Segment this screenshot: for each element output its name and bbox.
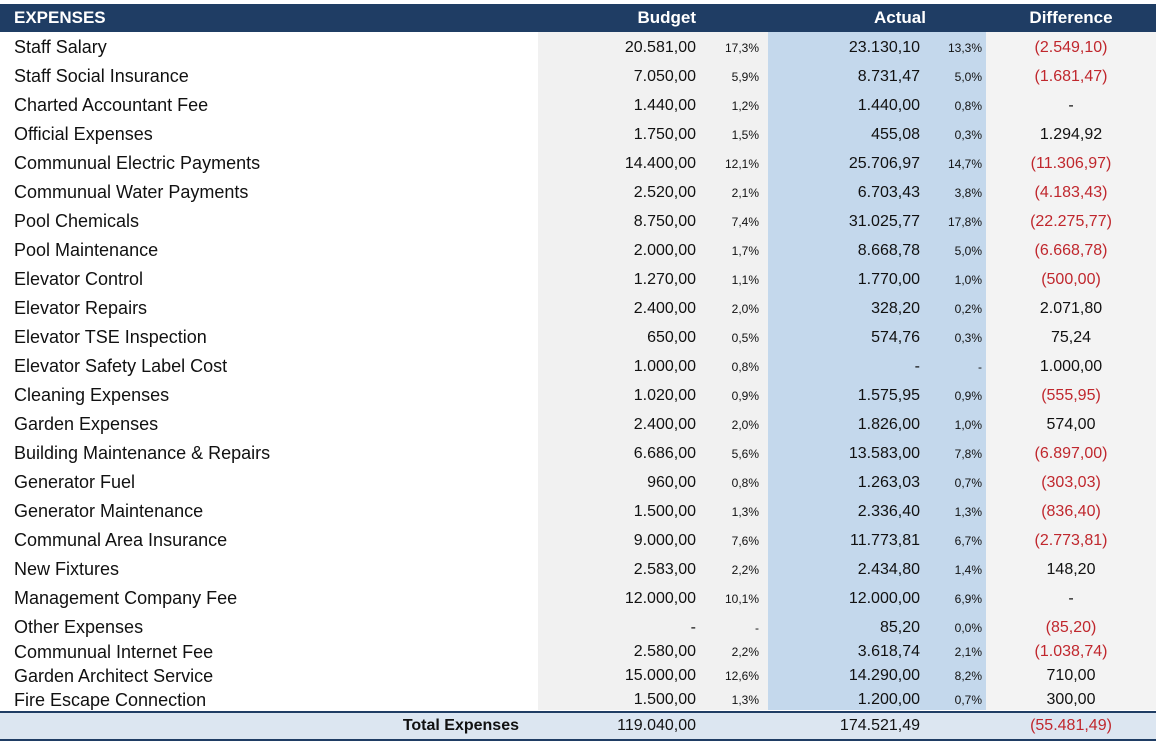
budget-percent: 2,2% bbox=[731, 645, 759, 659]
table-row bbox=[0, 323, 1156, 352]
difference-value: (303,03) bbox=[1041, 473, 1101, 491]
budget-percent: 12,1% bbox=[724, 156, 759, 171]
actual-value: - bbox=[914, 357, 920, 375]
expense-label: New Fixtures bbox=[14, 559, 120, 579]
actual-value: 2.434,80 bbox=[857, 560, 920, 578]
difference-value: (6.897,00) bbox=[1034, 444, 1108, 462]
table-row bbox=[0, 207, 1156, 236]
actual-percent: 2,1% bbox=[954, 645, 982, 659]
actual-value: 12.000,00 bbox=[848, 589, 920, 607]
table-header bbox=[0, 4, 1156, 32]
table-row bbox=[0, 265, 1156, 294]
header-actual: Actual bbox=[874, 8, 926, 27]
budget-percent: 5,6% bbox=[731, 446, 759, 461]
budget-percent: 1,1% bbox=[731, 272, 759, 287]
budget-value: 7.050,00 bbox=[633, 67, 696, 85]
expense-label: Pool Chemicals bbox=[14, 211, 140, 231]
budget-percent: 17,3% bbox=[724, 40, 759, 55]
expense-label: Communual Internet Fee bbox=[14, 641, 214, 662]
actual-value: 1.263,03 bbox=[857, 473, 920, 491]
table-row bbox=[0, 439, 1156, 468]
expense-label: Pool Maintenance bbox=[14, 240, 159, 260]
budget-percent: 2,2% bbox=[731, 562, 759, 577]
budget-percent: 0,8% bbox=[731, 475, 759, 490]
budget-value: 2.583,00 bbox=[633, 560, 696, 578]
actual-percent: 0,9% bbox=[954, 388, 982, 403]
budget-value: 1.440,00 bbox=[633, 96, 696, 114]
difference-value: (22.275,77) bbox=[1030, 212, 1112, 230]
difference-value: 574,00 bbox=[1046, 415, 1096, 433]
actual-percent: 1,0% bbox=[954, 417, 982, 432]
expense-label: Communual Water Payments bbox=[14, 182, 249, 202]
table-row bbox=[0, 613, 1156, 642]
actual-percent: 17,8% bbox=[947, 214, 982, 229]
total-budget: 119.040,00 bbox=[617, 717, 696, 734]
actual-percent: 0,7% bbox=[954, 693, 982, 707]
budget-value: 20.581,00 bbox=[624, 38, 696, 56]
total-difference: (55.481,49) bbox=[1030, 717, 1112, 734]
actual-percent: 0,7% bbox=[954, 475, 982, 490]
actual-value: 23.130,10 bbox=[848, 38, 920, 56]
difference-value: (2.773,81) bbox=[1034, 531, 1108, 549]
difference-value: 1.000,00 bbox=[1039, 357, 1103, 375]
table-row bbox=[0, 149, 1156, 178]
difference-value: (6.668,78) bbox=[1034, 241, 1108, 259]
expense-label: Garden Architect Service bbox=[14, 665, 214, 686]
actual-percent: 0,0% bbox=[954, 620, 982, 635]
table-row bbox=[0, 497, 1156, 526]
table-row bbox=[0, 178, 1156, 207]
table-row bbox=[0, 33, 1156, 62]
budget-value: 12.000,00 bbox=[624, 589, 696, 607]
budget-value: 2.400,00 bbox=[633, 415, 696, 433]
difference-value: (4.183,43) bbox=[1034, 183, 1108, 201]
difference-value: (836,40) bbox=[1041, 502, 1101, 520]
budget-percent: 0,9% bbox=[731, 388, 759, 403]
budget-value: 1.000,00 bbox=[633, 357, 696, 375]
actual-value: 14.290,00 bbox=[848, 667, 920, 684]
actual-percent: 0,3% bbox=[954, 127, 982, 142]
actual-percent: 6,7% bbox=[954, 533, 982, 548]
budget-percent: 5,9% bbox=[731, 69, 759, 84]
expense-label: Garden Expenses bbox=[14, 414, 159, 434]
budget-percent: 1,2% bbox=[731, 98, 759, 113]
budget-value: 1.500,00 bbox=[633, 691, 696, 708]
budget-value: 8.750,00 bbox=[633, 212, 696, 230]
actual-percent: 3,8% bbox=[954, 185, 982, 200]
table-row bbox=[0, 91, 1156, 120]
actual-percent: 0,8% bbox=[954, 98, 982, 113]
difference-value: 75,24 bbox=[1050, 328, 1092, 346]
actual-value: 1.200,00 bbox=[857, 691, 920, 708]
table-row bbox=[0, 236, 1156, 265]
actual-percent: 5,0% bbox=[954, 69, 982, 84]
actual-value: 1.826,00 bbox=[857, 415, 920, 433]
total-label: Total Expenses bbox=[402, 717, 519, 734]
actual-value: 8.731,47 bbox=[857, 67, 920, 85]
budget-value: 2.580,00 bbox=[633, 643, 696, 660]
budget-percent: 1,7% bbox=[731, 243, 759, 258]
expense-label: Building Maintenance & Repairs bbox=[14, 443, 271, 463]
table-row bbox=[0, 410, 1156, 439]
difference-value: (11.306,97) bbox=[1030, 154, 1112, 172]
budget-value: 2.520,00 bbox=[633, 183, 696, 201]
expense-label: Staff Social Insurance bbox=[14, 66, 189, 86]
expense-label: Staff Salary bbox=[14, 37, 107, 57]
expense-label: Communal Area Insurance bbox=[14, 530, 228, 550]
expense-label: Other Expenses bbox=[14, 617, 144, 637]
actual-value: 31.025,77 bbox=[848, 212, 920, 230]
header-budget: Budget bbox=[637, 8, 696, 27]
total-row bbox=[0, 711, 1156, 741]
expense-label: Elevator TSE Inspection bbox=[14, 327, 207, 347]
budget-value: 15.000,00 bbox=[624, 667, 696, 684]
budget-percent: 1,3% bbox=[731, 693, 759, 707]
actual-percent: 0,2% bbox=[954, 301, 982, 316]
actual-percent: 0,3% bbox=[954, 330, 982, 345]
actual-value: 11.773,81 bbox=[850, 531, 920, 549]
expense-label: Elevator Safety Label Cost bbox=[14, 356, 228, 376]
table-row bbox=[0, 640, 1156, 664]
expense-label: Charted Accountant Fee bbox=[14, 95, 209, 115]
difference-value: (500,00) bbox=[1041, 270, 1101, 288]
actual-percent: 14,7% bbox=[947, 156, 982, 171]
table-row bbox=[0, 120, 1156, 149]
difference-value: 148,20 bbox=[1046, 560, 1096, 578]
actual-percent: 5,0% bbox=[954, 243, 982, 258]
table-row bbox=[0, 62, 1156, 91]
difference-value: (85,20) bbox=[1045, 618, 1097, 636]
actual-value: 13.583,00 bbox=[848, 444, 920, 462]
budget-value: 2.000,00 bbox=[633, 241, 696, 259]
actual-percent: 1,0% bbox=[954, 272, 982, 287]
table-row bbox=[0, 664, 1156, 688]
difference-value: - bbox=[1068, 96, 1074, 114]
expense-label: Cleaning Expenses bbox=[14, 385, 170, 405]
budget-value: 1.500,00 bbox=[633, 502, 696, 520]
actual-value: 25.706,97 bbox=[848, 154, 920, 172]
budget-value: 1.020,00 bbox=[633, 386, 696, 404]
difference-value: (555,95) bbox=[1041, 386, 1101, 404]
table-row bbox=[0, 555, 1156, 584]
budget-value: 6.686,00 bbox=[633, 444, 696, 462]
expense-label: Management Company Fee bbox=[14, 588, 238, 608]
difference-value: (1.038,74) bbox=[1034, 643, 1108, 660]
expense-label: Elevator Repairs bbox=[14, 298, 148, 318]
budget-percent: 2,0% bbox=[731, 301, 759, 316]
expense-label: Generator Maintenance bbox=[14, 501, 204, 521]
actual-percent: 7,8% bbox=[954, 446, 982, 461]
table-row bbox=[0, 352, 1156, 381]
actual-value: 574,76 bbox=[871, 328, 920, 346]
budget-percent: 12,6% bbox=[724, 669, 759, 683]
expense-label: Communual Electric Payments bbox=[14, 153, 261, 173]
budget-percent: - bbox=[755, 620, 759, 635]
budget-percent: 7,6% bbox=[731, 533, 759, 548]
actual-value: 8.668,78 bbox=[857, 241, 920, 259]
table-row bbox=[0, 294, 1156, 323]
actual-percent: 1,3% bbox=[954, 504, 982, 519]
budget-percent: 0,5% bbox=[731, 330, 759, 345]
actual-value: 1.575,95 bbox=[857, 386, 920, 404]
budget-percent: 1,3% bbox=[731, 504, 759, 519]
budget-value: 1.270,00 bbox=[633, 270, 696, 288]
total-actual: 174.521,49 bbox=[839, 717, 920, 734]
actual-percent: 8,2% bbox=[954, 669, 982, 683]
header-expenses: EXPENSES bbox=[14, 8, 106, 27]
difference-value: - bbox=[1068, 589, 1074, 607]
actual-percent: 1,4% bbox=[954, 562, 982, 577]
difference-value: 1.294,92 bbox=[1039, 125, 1103, 143]
budget-value: 14.400,00 bbox=[624, 154, 696, 172]
table-row bbox=[0, 381, 1156, 410]
budget-value: 650,00 bbox=[647, 328, 696, 346]
actual-value: 455,08 bbox=[871, 125, 920, 143]
actual-percent: 6,9% bbox=[954, 591, 982, 606]
difference-value: 2.071,80 bbox=[1039, 299, 1103, 317]
actual-value: 1.440,00 bbox=[857, 96, 920, 114]
budget-percent: 0,8% bbox=[731, 359, 759, 374]
budget-value: 960,00 bbox=[647, 473, 696, 491]
actual-percent: - bbox=[978, 359, 982, 374]
expense-label: Generator Fuel bbox=[14, 472, 136, 492]
table-row bbox=[0, 526, 1156, 555]
budget-value: 1.750,00 bbox=[633, 125, 696, 143]
budget-percent: 10,1% bbox=[724, 591, 759, 606]
table-row bbox=[0, 584, 1156, 613]
actual-value: 1.770,00 bbox=[857, 270, 920, 288]
budget-percent: 7,4% bbox=[731, 214, 759, 229]
expense-label: Elevator Control bbox=[14, 269, 144, 289]
budget-percent: 2,1% bbox=[731, 185, 759, 200]
budget-value: 9.000,00 bbox=[633, 531, 696, 549]
budget-percent: 2,0% bbox=[731, 417, 759, 432]
difference-value: (1.681,47) bbox=[1034, 67, 1108, 85]
expense-label: Fire Escape Connection bbox=[14, 689, 207, 710]
expense-label: Official Expenses bbox=[14, 124, 153, 144]
actual-value: 6.703,43 bbox=[857, 183, 920, 201]
actual-value: 85,20 bbox=[879, 618, 920, 636]
actual-percent: 13,3% bbox=[947, 40, 982, 55]
actual-value: 3.618,74 bbox=[857, 643, 920, 660]
budget-value: 2.400,00 bbox=[633, 299, 696, 317]
header-difference: Difference bbox=[1029, 8, 1113, 27]
actual-value: 2.336,40 bbox=[857, 502, 920, 520]
budget-value: - bbox=[690, 618, 696, 636]
table-row bbox=[0, 688, 1156, 712]
difference-value: 300,00 bbox=[1046, 691, 1096, 708]
actual-value: 328,20 bbox=[871, 299, 920, 317]
difference-value: (2.549,10) bbox=[1034, 38, 1108, 56]
table-row bbox=[0, 468, 1156, 497]
difference-value: 710,00 bbox=[1046, 667, 1096, 684]
budget-percent: 1,5% bbox=[731, 127, 759, 142]
